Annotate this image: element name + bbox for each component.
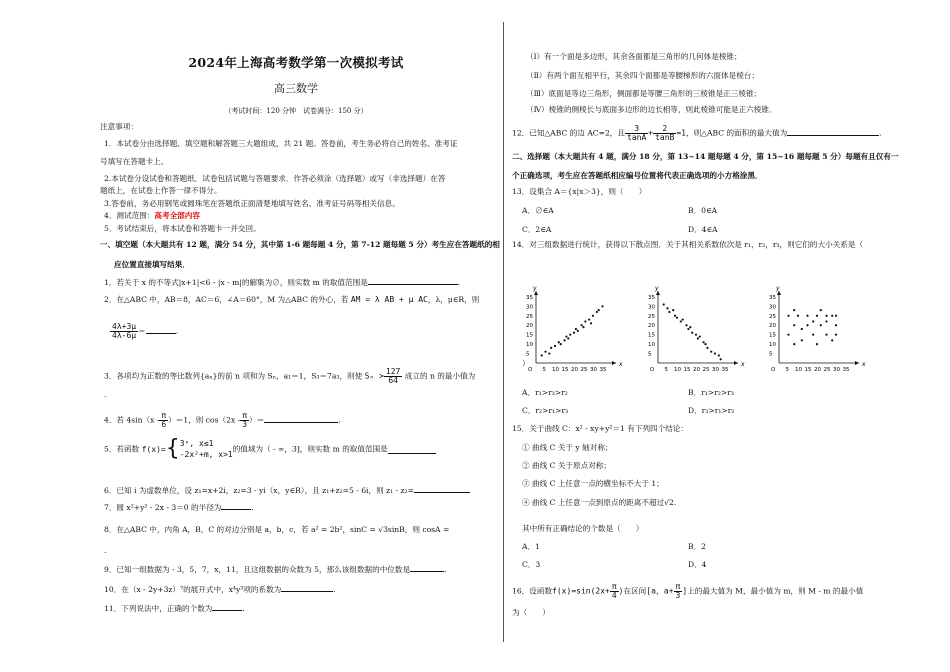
data-point [820,324,822,326]
data-point [554,345,556,347]
q14-option-c[interactable]: C．r₂>r₁>r₃ [522,406,569,415]
x-tick-label: 30 [712,367,719,373]
x-axis-arrow [734,361,738,365]
data-point [573,332,575,334]
x-axis-label: x [862,361,866,368]
y-tick-label: 10 [526,342,533,349]
question-6: 6．已知 i 为虚数单位，设 z₁=x+2i，z₂=3 - yi（x，y∈R），且 z₁+z₂=5 - 6i，则 z₁ - z₂= [104,484,470,496]
y-tick-label: 20 [526,323,533,330]
x-tick-label: 25 [823,367,831,373]
q15-conclusion-2: ② 曲线 C 关于原点对称； [522,461,611,470]
y-tick-label: 20 [648,323,655,330]
scatter-plot-3 [765,285,865,377]
x-tick-label: 20 [571,367,578,373]
question-3: 3．各项均为正数的等比数列{aₙ}的前 n 项和为 Sₙ，a₁＝1，S₃＝7a₃，则使 Sₙ > $\frac{127}{64}$ 成立的 n 的最小值为 [104,367,476,385]
data-point [663,303,665,305]
x-tick-label: 35 [721,367,729,373]
y-tick-label: 10 [769,342,776,349]
data-point [806,324,808,326]
x-tick-label: 5 [785,367,789,373]
data-point [812,320,814,322]
data-point [720,358,722,360]
data-point [801,328,803,330]
data-point [801,339,803,341]
y-tick-label: 20 [769,323,776,330]
data-point [825,320,827,322]
y-tick-label: 25 [769,313,776,320]
scatter-plot-2 [644,285,744,377]
data-point [787,315,789,317]
data-point [714,352,716,354]
exam-title: 2024年上海高考数学第一次模拟考试 [188,55,404,70]
data-point [685,324,687,326]
notice-1b: 号填写在答题卡上。 [100,157,169,166]
q11-statement-1: （Ⅰ）有一个面是多边形，其余各面都是三角形的几何体是棱锥； [526,52,742,61]
notice-title: 注意事项： [100,122,138,131]
x-tick-label: 20 [814,367,821,373]
y-tick-label: 30 [769,304,776,311]
x-tick-label: 20 [693,367,700,373]
notice-2a: 2.本试卷分设试卷和答题纸．试卷包括试题与答题要求．作答必须涂（选择题）或写（非选择题）在答 [104,174,446,183]
data-point [558,341,560,343]
data-point [691,332,693,334]
y-tick-label: 30 [648,304,655,311]
data-point [668,311,670,313]
x-tick-label: 10 [674,367,681,373]
column-divider [503,22,504,642]
data-point [718,354,720,356]
data-point [680,320,682,322]
x-tick-label: 10 [795,367,802,373]
data-point [563,339,565,341]
data-point [544,351,546,353]
data-point [666,307,668,309]
section1-title: 一、填空题（本大题共有 12 题，满分 54 分，其中第 1-6 题每题 4 分，第 7-12 题每题 5 分）考生应在答题纸的相 [100,240,500,249]
x-axis-label: x [619,361,623,368]
data-point [590,322,592,324]
q15-conclusion-3: ③ 曲线 C 上任意一点的横坐标不大于 1； [522,479,664,488]
question-4: 4．若 4sin（x - $\frac{\pi}{6}$ ）＝1，则 cos（2x - $\frac{\pi}{3}$ ）＝ . [104,411,341,429]
x-tick-label: 35 [842,367,850,373]
data-point [596,311,598,313]
q14-close-paren: ） [522,359,530,368]
y-axis-label: y [533,285,537,292]
y-tick-label: 35 [648,294,655,301]
y-tick-label: 30 [526,304,533,311]
data-point [676,317,678,319]
q14-option-d[interactable]: D．r₃>r₁>r₂ [688,406,735,415]
question-8: 8．在△ABC 中，内角 A，B，C 的对边分别是 a，b，c，若 a² = 2b²，sinC = √3sinB，则 cosA = [104,525,450,534]
data-point [550,347,552,349]
q11-statement-2: （Ⅱ）有两个面互相平行，其余四个面都是等腰梯形的六面体是棱台； [526,71,759,80]
y-tick-label: 10 [648,342,655,349]
data-point [697,337,699,339]
data-point [577,330,579,332]
question-8-end: . [104,546,107,555]
q13-option-b[interactable]: B．0∈A [688,206,718,215]
data-point [592,315,594,317]
exam-subtitle: 高三数学 [274,82,318,95]
section2-title-cont: 个正确选项，考生应在答题纸相应编号位置将代表正确选项的小方格涂黑． [512,171,763,180]
q14-option-a[interactable]: A．r₁>r₃>r₂ [522,388,568,397]
q13-option-c[interactable]: C．2∈A [522,225,552,234]
data-point [584,320,586,322]
x-tick-label: 30 [590,367,597,373]
data-point [812,334,814,336]
x-tick-label: 15 [804,367,812,373]
y-tick-label: 25 [526,313,533,320]
data-point [588,318,590,320]
data-point [835,315,837,317]
q15-option-a[interactable]: A．1 [522,542,540,551]
question-7: 7．圆 x²+y² - 2x - 3＝0 的半径为 . [104,503,254,512]
x-axis-label: x [741,361,745,368]
data-point [682,318,684,320]
x-tick-label: 10 [552,367,559,373]
q14-option-b[interactable]: B．r₁>r₂>r₃ [688,388,734,397]
y-tick-label: 5 [648,351,652,358]
data-point [703,341,705,343]
q15-question: 其中所有正确结论的个数是（ ） [522,524,644,533]
data-point [787,334,789,336]
x-tick-label: 5 [542,367,546,373]
data-point [806,315,808,317]
y-tick-label: 25 [648,313,655,320]
notice-4-range: 高考全部内容 [154,211,200,220]
data-point [831,339,833,341]
y-tick-label: 15 [526,332,533,339]
q15-option-b[interactable]: B．2 [688,542,707,551]
question-13: 13．设集合 A＝{x|x＞3}，则（ ） [512,187,647,196]
data-point [565,335,567,337]
x-tick-label: O [528,367,533,373]
data-point [581,324,583,326]
data-point [835,324,837,326]
q15-option-c[interactable]: C．3 [522,560,541,569]
data-point [793,324,795,326]
data-point [672,309,674,311]
y-tick-label: 15 [648,332,655,339]
notice-4: 4．测试范围：高考全部内容 [104,211,200,220]
notice-5: 5．考试结束后，将本试卷和答题卡一并交回。 [104,224,261,233]
question-3-end: . [104,390,107,399]
data-point [687,328,689,330]
data-point [567,337,569,339]
data-point [797,315,799,317]
q15-option-d[interactable]: D．4 [688,560,707,569]
question-14: 14．对三组数据进行统计，获得以下散点图．关于其相关系数依次是 r₁，r₂，r₃，则它们的大小关系是（ [512,240,864,249]
q11-statement-4: （Ⅳ）棱锥的侧棱长与底面多边形的边长相等，则此棱锥可能是正六棱锥． [526,105,777,114]
notice-1a: 1．本试卷分由选择题、填空题和解答题三大题组成，共 21 题。答卷前，考生务必将自己的姓名、准考证 [104,139,458,148]
q13-option-a[interactable]: A．∅∈A [522,206,554,215]
data-point [689,326,691,328]
data-point [835,334,837,336]
data-point [793,309,795,311]
data-point [560,343,562,345]
data-point [582,326,584,328]
question-16-end: 为（ ） [512,608,550,617]
x-tick-label: 15 [561,367,569,373]
q15-conclusion-1: ① 曲线 C 关于 y 轴对称； [522,443,613,452]
data-point [601,305,603,307]
data-point [541,354,543,356]
question-12: 12．已知△ABC 的边 AC=2，且 $\frac{3}{\tan A}$ + $\frac{2}{\tan B}$ =1，则△ABC 的面积的最大值为 . [512,124,882,142]
x-axis-arrow [612,361,616,365]
data-point [793,343,795,345]
y-tick-label: 5 [769,351,773,358]
question-1: 1．若关于 x 的不等式|x+1|<6 - |x - m|的解集为∅，则实数 m 的取值范围是 . [104,278,461,287]
y-tick-label: 5 [526,351,530,358]
data-point [816,343,818,345]
scatter-plot-1 [522,285,622,377]
question-15: 15．关于曲线 C：x² - xy+y²＝1 有下列四个结论： [512,424,689,433]
data-point [575,328,577,330]
x-axis-arrow [855,361,859,365]
notice-2b: 题纸上，在试卷上作答一律不得分。 [100,186,222,195]
x-tick-label: 15 [683,367,691,373]
x-tick-label: 30 [833,367,840,373]
question-10: 10．在（x - 2y+3z）⁷的展开式中，x⁴y³项的系数为 . [104,585,336,594]
y-axis-label: y [776,285,780,292]
y-axis-label: y [655,285,659,292]
q15-conclusion-4: ④ 曲线 C 上任意一点到原点的距离不超过√2. [522,498,677,507]
data-point [706,347,708,349]
question-9: 9．已知一组数据为 - 3，5，7，x，11，且这组数据的众数为 5，那么该组数据的中位数是 . [104,565,447,574]
data-point [695,334,697,336]
section2-title: 二、选择题（本大题共有 4 题，满分 18 分，第 13~14 题每题 4 分，第 15~16 题每题 5 分）每题有且仅有一 [512,152,899,161]
section1-title-cont: 应位置直接填写结果． [114,260,190,269]
data-point [710,351,712,353]
data-point [825,315,827,317]
notice-3: 3.答卷前，务必用钢笔或圆珠笔在答题纸正面清楚地填写姓名、准考证号码等相关信息。 [104,199,400,208]
data-point [831,315,833,317]
q11-statement-3: （Ⅲ）底面是等边三角形，侧面都是等腰三角形的三棱锥是正三棱锥； [526,89,762,98]
data-point [825,334,827,336]
data-point [816,315,818,317]
question-11: 11．下列说法中，正确的个数为 . [104,604,245,613]
data-point [674,315,676,317]
data-point [598,309,600,311]
data-point [820,309,822,311]
x-tick-label: O [650,367,655,373]
data-point [569,334,571,336]
q13-option-d[interactable]: D．4∈A [688,225,718,234]
question-16: 16．设函数f(x)=sin(2x+ $\frac{\pi}{4}$ )在区间[a，a+ $\frac{\pi}{3}$ ]上的最大值为 M，最小值为 m，则 M - m 的最小值 [512,582,864,600]
data-point [704,343,706,345]
x-tick-label: 25 [702,367,710,373]
q2-vector-eq: AM = λ AB + μ AC [350,295,428,304]
x-tick-label: O [771,367,776,373]
y-tick-label: 35 [526,294,533,301]
x-tick-label: 5 [664,367,668,373]
question-5: 5．若函数 f(x)={ 3ˣ, x≤1 -2x²+m, x>1 的值域为（ - ∞，3]，则实数 m 的取值范围是 [104,438,436,460]
y-tick-label: 35 [769,294,776,301]
question-2-fraction: $\frac{4\lambda+3\mu}{4\lambda-6\mu}$ ＝ . [112,322,179,340]
y-tick-label: 15 [769,332,776,339]
data-point [548,352,550,354]
x-tick-label: 35 [599,367,607,373]
x-tick-label: 25 [580,367,588,373]
data-point [699,335,701,337]
question-2: 2．在△ABC 中，AB＝8，AC＝6，∠A＝60°，M 为△ABC 的外心，若 AM = λ AB + μ AC，λ，μ∈R，则 [104,295,480,304]
exam-info: （考试时间：120 分钟 试卷满分：150 分） [224,107,368,115]
